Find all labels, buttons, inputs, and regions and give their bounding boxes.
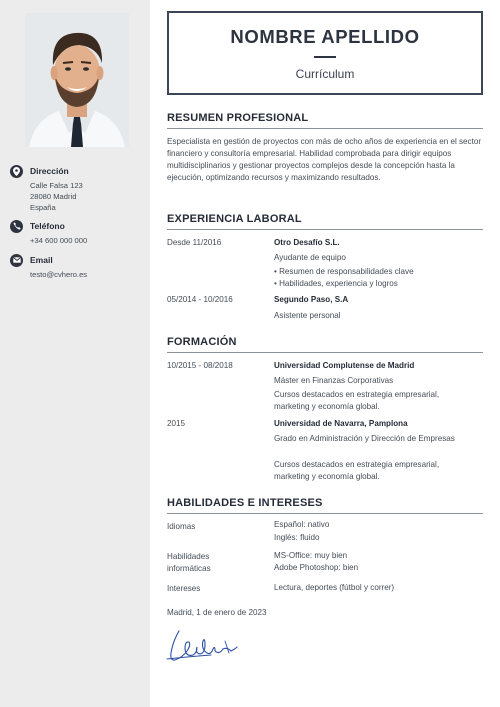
full-name: NOMBRE APELLIDO	[230, 26, 420, 47]
email-title: Email	[30, 255, 53, 265]
address-line: Calle Falsa 123	[30, 181, 83, 190]
contact-email	[10, 253, 145, 280]
job-company: Segundo Paso, S.A	[274, 295, 349, 304]
section-summary-title: RESUMEN PROFESIONAL	[167, 112, 483, 129]
address-line: 28080 Madrid	[30, 192, 77, 201]
job-role: Ayudante de equipo	[274, 253, 346, 262]
education-dates: 2015	[167, 419, 186, 428]
education-school: Universidad Complutense de Madrid	[274, 361, 415, 370]
skill-value: Español: nativo	[274, 520, 330, 529]
education-dates: 10/2015 - 08/2018	[167, 361, 233, 370]
skill-value: Inglés: fluido	[274, 533, 320, 542]
job-bullet: • Resumen de responsabilidades clave	[274, 267, 414, 276]
phone-number: +34 600 000 000	[30, 236, 88, 245]
phone-title: Teléfono	[30, 221, 65, 231]
skill-value: Adobe Photoshop: bien	[274, 563, 359, 572]
address-title: Dirección	[30, 166, 69, 176]
education-notes: Cursos destacados en estrategia empresarial, marketing y economía global.	[274, 460, 440, 481]
email-address: testo@cvhero.es	[30, 270, 88, 279]
summary-text: Especialista en gestión de proyectos con más de ocho años de experiencia en el sector financiero y consultoría empresarial. Habilidad comprobada para dirigir equipos multidisciplinarios y gestionar proyectos complejos desde la concepción hasta la ejecución, optimizando recursos y maximizando resultados.	[167, 137, 482, 182]
name-header	[167, 11, 483, 95]
document-subtitle: Currículum	[295, 66, 355, 81]
section-skills-title: HABILIDADES E INTERESES	[167, 497, 483, 514]
address-line: España	[30, 203, 56, 212]
skill-value: Lectura, deportes (fútbol y correr)	[274, 583, 395, 592]
skill-label: Idiomas	[167, 522, 196, 531]
education-degree: Grado en Administración y Dirección de Empresas	[274, 434, 455, 443]
location-pin-icon	[10, 165, 23, 178]
contact-address	[10, 164, 145, 213]
job-dates: Desde 11/2016	[167, 238, 222, 247]
contact-phone	[10, 219, 145, 246]
job-company: Otro Desafío S.L.	[274, 238, 340, 247]
section-education-title: FORMACIÓN	[167, 336, 483, 353]
education-degree: Máster en Finanzas Corporativas	[274, 376, 394, 385]
job-role: Asistente personal	[274, 311, 341, 320]
section-experience-title: EXPERIENCIA LABORAL	[167, 213, 483, 230]
education-notes: Cursos destacados en estrategia empresarial, marketing y economía global.	[274, 390, 440, 411]
job-bullet: • Habilidades, experiencia y logros	[274, 279, 398, 288]
email-icon	[10, 254, 23, 267]
title-divider	[314, 56, 336, 58]
education-school: Universidad de Navarra, Pamplona	[274, 419, 408, 428]
skill-label: Habilidades informáticas	[167, 552, 211, 573]
place-date: Madrid, 1 de enero de 2023	[167, 608, 267, 617]
skill-label: Intereses	[167, 584, 201, 593]
job-dates: 05/2014 - 10/2016	[167, 295, 233, 304]
skill-value: MS-Office: muy bien	[274, 551, 348, 560]
handwritten-signature	[165, 627, 241, 665]
phone-icon	[10, 220, 23, 233]
profile-photo	[25, 13, 129, 147]
